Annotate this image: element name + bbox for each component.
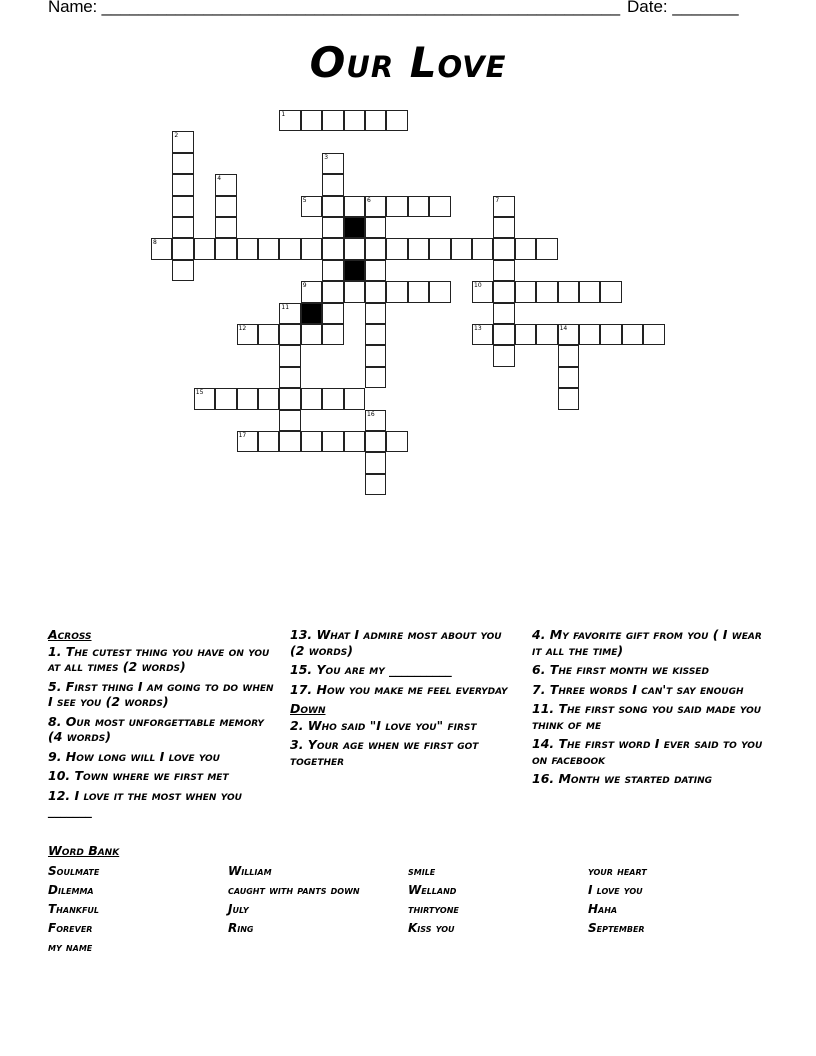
grid-cell[interactable] bbox=[558, 281, 579, 302]
grid-cell[interactable] bbox=[493, 260, 514, 281]
grid-cell[interactable] bbox=[344, 110, 365, 131]
grid-cell[interactable] bbox=[472, 324, 493, 345]
grid-cell[interactable] bbox=[493, 238, 514, 259]
grid-cell[interactable] bbox=[365, 324, 386, 345]
clue-down-11: 11. The first song you said made you think of me bbox=[532, 701, 762, 732]
word-bank-item: Welland bbox=[408, 883, 457, 897]
grid-cell[interactable] bbox=[279, 367, 300, 388]
grid-cell[interactable] bbox=[322, 281, 343, 302]
grid-cell[interactable] bbox=[322, 303, 343, 324]
word-bank-item: September bbox=[588, 921, 645, 935]
grid-cell[interactable] bbox=[322, 238, 343, 259]
grid-cell[interactable] bbox=[172, 238, 193, 259]
grid-cell[interactable] bbox=[386, 238, 407, 259]
page-title: Our Love bbox=[309, 38, 507, 87]
grid-cell[interactable] bbox=[622, 324, 643, 345]
word-bank-item: my name bbox=[48, 940, 93, 954]
grid-cell[interactable] bbox=[365, 217, 386, 238]
clue-number: 3 bbox=[324, 153, 329, 161]
word-bank-item: Soulmate bbox=[48, 864, 100, 878]
grid-cell[interactable] bbox=[344, 281, 365, 302]
grid-cell[interactable] bbox=[365, 260, 386, 281]
grid-cell[interactable] bbox=[279, 388, 300, 409]
grid-cell[interactable] bbox=[558, 324, 579, 345]
grid-cell[interactable] bbox=[301, 110, 322, 131]
word-bank-item: your heart bbox=[588, 864, 647, 878]
grid-cell[interactable] bbox=[429, 238, 450, 259]
grid-cell[interactable] bbox=[279, 110, 300, 131]
clue-across-9: 9. How long will I love you bbox=[48, 748, 220, 764]
word-bank-item: Dilemma bbox=[48, 883, 94, 897]
grid-cell[interactable] bbox=[558, 367, 579, 388]
grid-cell[interactable] bbox=[429, 196, 450, 217]
grid-cell[interactable] bbox=[365, 303, 386, 324]
grid-cell[interactable] bbox=[301, 324, 322, 345]
date-field[interactable]: Date: _______ bbox=[627, 0, 739, 16]
grid-cell[interactable] bbox=[344, 238, 365, 259]
clue-number: 17 bbox=[238, 432, 247, 439]
word-bank-item: thirtyone bbox=[408, 902, 459, 916]
black-cell bbox=[301, 303, 322, 324]
grid-cell[interactable] bbox=[643, 324, 664, 345]
grid-cell[interactable] bbox=[258, 238, 279, 259]
grid-cell[interactable] bbox=[365, 345, 386, 366]
grid-cell[interactable] bbox=[536, 238, 557, 259]
grid-cell[interactable] bbox=[237, 431, 258, 452]
grid-cell[interactable] bbox=[493, 217, 514, 238]
word-bank-item: smile bbox=[408, 864, 436, 878]
grid-cell[interactable] bbox=[172, 260, 193, 281]
grid-cell[interactable] bbox=[493, 324, 514, 345]
clue-number: 2 bbox=[174, 132, 179, 140]
word-bank-column-4 bbox=[588, 862, 647, 938]
clue-number: 9 bbox=[302, 282, 307, 290]
word-bank-item: Kiss you bbox=[408, 921, 455, 935]
grid-cell[interactable] bbox=[579, 324, 600, 345]
clues-column-1 bbox=[48, 627, 278, 823]
grid-cell[interactable] bbox=[194, 388, 215, 409]
clue-number: 5 bbox=[302, 196, 307, 204]
clue-across-5: 5. First thing I am going to do when I see you (2 words) bbox=[48, 678, 274, 709]
grid-cell[interactable] bbox=[515, 324, 536, 345]
word-bank-item: caught with pants down bbox=[228, 883, 360, 897]
grid-cell[interactable] bbox=[386, 431, 407, 452]
grid-cell[interactable] bbox=[365, 431, 386, 452]
grid-cell[interactable] bbox=[365, 281, 386, 302]
grid-cell[interactable] bbox=[600, 281, 621, 302]
grid-cell[interactable] bbox=[172, 196, 193, 217]
down-heading: Down bbox=[290, 701, 326, 716]
grid-cell[interactable] bbox=[279, 431, 300, 452]
grid-cell[interactable] bbox=[301, 281, 322, 302]
clue-down-3: 3. Your age when we first got together bbox=[290, 737, 479, 768]
grid-cell[interactable] bbox=[279, 303, 300, 324]
clue-across-15: 15. You are my __________ bbox=[290, 662, 452, 677]
grid-cell[interactable] bbox=[322, 196, 343, 217]
grid-cell[interactable] bbox=[493, 196, 514, 217]
grid-cell[interactable] bbox=[365, 367, 386, 388]
grid-cell[interactable] bbox=[279, 324, 300, 345]
word-bank-item: William bbox=[228, 864, 272, 878]
grid-cell[interactable] bbox=[215, 174, 236, 195]
black-cell bbox=[344, 217, 365, 238]
clue-across-12: 12. I love it the most when you _______ bbox=[48, 787, 242, 818]
grid-cell[interactable] bbox=[429, 281, 450, 302]
grid-cell[interactable] bbox=[215, 196, 236, 217]
clue-number: 15 bbox=[195, 389, 204, 397]
word-bank-column-1 bbox=[48, 862, 99, 957]
word-bank-item: Forever bbox=[48, 921, 93, 935]
grid-cell[interactable] bbox=[472, 238, 493, 259]
clue-number: 12 bbox=[238, 325, 247, 332]
grid-cell[interactable] bbox=[600, 324, 621, 345]
grid-cell[interactable] bbox=[151, 238, 172, 259]
grid-cell[interactable] bbox=[536, 324, 557, 345]
grid-cell[interactable] bbox=[301, 431, 322, 452]
grid-cell[interactable] bbox=[365, 452, 386, 473]
grid-cell[interactable] bbox=[258, 324, 279, 345]
grid-cell[interactable] bbox=[301, 196, 322, 217]
word-bank-item: I love you bbox=[588, 883, 643, 897]
grid-cell[interactable] bbox=[408, 281, 429, 302]
clue-number: 14 bbox=[559, 325, 568, 332]
grid-cell[interactable] bbox=[279, 238, 300, 259]
grid-cell[interactable] bbox=[344, 388, 365, 409]
grid-cell[interactable] bbox=[365, 410, 386, 431]
clue-down-6: 6. The first month we kissed bbox=[532, 662, 709, 677]
grid-cell[interactable] bbox=[579, 281, 600, 302]
word-bank-column-3 bbox=[408, 862, 459, 938]
grid-cell[interactable] bbox=[215, 238, 236, 259]
grid-cell[interactable] bbox=[301, 238, 322, 259]
clue-number: 7 bbox=[495, 196, 500, 204]
word-bank-item: Haha bbox=[588, 902, 618, 916]
word-bank-item: Thankful bbox=[48, 902, 100, 916]
grid-cell[interactable] bbox=[322, 110, 343, 131]
grid-cell[interactable] bbox=[258, 431, 279, 452]
clue-number: 10 bbox=[474, 282, 482, 290]
clue-across-17: 17. How you make me feel everyday bbox=[290, 681, 508, 697]
grid-cell[interactable] bbox=[258, 388, 279, 409]
word-bank-item: July bbox=[228, 902, 249, 916]
grid-cell[interactable] bbox=[172, 217, 193, 238]
clue-number: 13 bbox=[474, 325, 482, 332]
grid-cell[interactable] bbox=[172, 153, 193, 174]
grid-cell[interactable] bbox=[386, 110, 407, 131]
grid-cell[interactable] bbox=[215, 388, 236, 409]
grid-cell[interactable] bbox=[172, 131, 193, 152]
grid-cell[interactable] bbox=[237, 324, 258, 345]
clue-number: 4 bbox=[217, 175, 222, 183]
grid-cell[interactable] bbox=[365, 110, 386, 131]
grid-cell[interactable] bbox=[515, 238, 536, 259]
grid-cell[interactable] bbox=[344, 196, 365, 217]
grid-cell[interactable] bbox=[279, 410, 300, 431]
grid-cell[interactable] bbox=[536, 281, 557, 302]
grid-cell[interactable] bbox=[558, 345, 579, 366]
grid-cell[interactable] bbox=[301, 388, 322, 409]
clue-number: 6 bbox=[367, 196, 371, 204]
grid-cell[interactable] bbox=[386, 281, 407, 302]
grid-cell[interactable] bbox=[408, 238, 429, 259]
grid-cell[interactable] bbox=[386, 196, 407, 217]
clue-down-16: 16. Month we started dating bbox=[532, 771, 713, 786]
grid-cell[interactable] bbox=[472, 281, 493, 302]
grid-cell[interactable] bbox=[215, 217, 236, 238]
clues-column-3 bbox=[532, 627, 767, 791]
grid-cell[interactable] bbox=[194, 238, 215, 259]
grid-cell[interactable] bbox=[493, 303, 514, 324]
clue-down-2: 2. Who said "I love you" first bbox=[290, 717, 477, 733]
clue-across-13: 13. What I admire most about you (2 words) bbox=[290, 627, 502, 658]
grid-cell[interactable] bbox=[365, 474, 386, 495]
clue-number: 16 bbox=[367, 410, 375, 418]
grid-cell[interactable] bbox=[322, 431, 343, 452]
grid-cell[interactable] bbox=[322, 217, 343, 238]
grid-cell[interactable] bbox=[365, 238, 386, 259]
grid-cell[interactable] bbox=[344, 431, 365, 452]
grid-cell[interactable] bbox=[408, 196, 429, 217]
grid-cell[interactable] bbox=[322, 174, 343, 195]
clue-number: 8 bbox=[153, 239, 157, 247]
grid-cell[interactable] bbox=[451, 238, 472, 259]
grid-cell[interactable] bbox=[237, 238, 258, 259]
grid-cell[interactable] bbox=[515, 281, 536, 302]
clues-column-2 bbox=[290, 627, 520, 772]
clue-number: 1 bbox=[281, 111, 286, 118]
black-cell bbox=[344, 260, 365, 281]
clue-down-14: 14. The first word I ever said to you on facebook bbox=[532, 736, 763, 767]
across-heading: Across bbox=[48, 627, 92, 642]
grid-cell[interactable] bbox=[322, 324, 343, 345]
word-bank-heading: Word Bank bbox=[48, 843, 120, 858]
word-bank-column-2 bbox=[228, 862, 360, 938]
grid-cell[interactable] bbox=[172, 174, 193, 195]
grid-cell[interactable] bbox=[279, 345, 300, 366]
grid-cell[interactable] bbox=[322, 260, 343, 281]
grid-cell[interactable] bbox=[322, 388, 343, 409]
grid-cell[interactable] bbox=[493, 345, 514, 366]
clue-across-1: 1. The cutest thing you have on you at all times (2 words) bbox=[48, 643, 270, 674]
grid-cell[interactable] bbox=[558, 388, 579, 409]
name-field[interactable]: Name: ________________________________________________________ bbox=[48, 0, 620, 16]
grid-cell[interactable] bbox=[237, 388, 258, 409]
grid-cell[interactable] bbox=[322, 153, 343, 174]
grid-cell[interactable] bbox=[365, 196, 386, 217]
clue-down-7: 7. Three words I can't say enough bbox=[532, 681, 744, 697]
crossword-grid bbox=[0, 0, 816, 520]
clue-across-8: 8. Our most unforgettable memory (4 words) bbox=[48, 713, 264, 744]
word-bank-item: Ring bbox=[228, 921, 254, 935]
clue-down-4: 4. My favorite gift from you ( I wear it all the time) bbox=[532, 627, 762, 658]
grid-cell[interactable] bbox=[493, 281, 514, 302]
clue-number: 11 bbox=[281, 303, 290, 311]
clue-across-10: 10. Town where we first met bbox=[48, 768, 229, 783]
